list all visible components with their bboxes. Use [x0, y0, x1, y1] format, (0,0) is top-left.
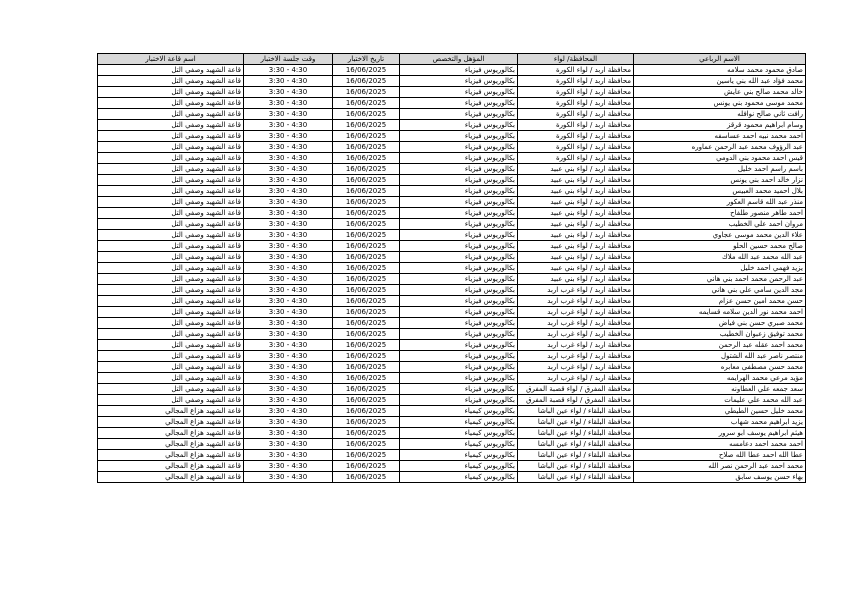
cell-name: محمد موسى محمود بني يونس — [634, 98, 806, 109]
cell-exam-hall: قاعة الشهيد هزاع المجالي — [98, 461, 244, 472]
cell-name: مؤيد مرعي محمد الهرايمه — [634, 373, 806, 384]
cell-governorate: محافظة البلقاء / لواء عين الباشا — [518, 439, 634, 450]
cell-exam-hall: قاعة الشهيد وصفي التل — [98, 384, 244, 395]
cell-session-time: 3:30 - 4:30 — [244, 439, 333, 450]
cell-qualification: بكالوريوس كيمياء — [400, 417, 518, 428]
cell-exam-date: 16/06/2025 — [333, 428, 400, 439]
cell-exam-date: 16/06/2025 — [333, 362, 400, 373]
header-governorate: المحافظة/ لواء — [518, 54, 634, 65]
cell-exam-date: 16/06/2025 — [333, 285, 400, 296]
cell-qualification: بكالوريوس فيزياء — [400, 87, 518, 98]
cell-exam-date: 16/06/2025 — [333, 230, 400, 241]
table-body — [98, 65, 806, 483]
table-row — [98, 274, 806, 285]
cell-qualification: بكالوريوس فيزياء — [400, 373, 518, 384]
cell-qualification: بكالوريوس فيزياء — [400, 296, 518, 307]
cell-exam-hall: قاعة الشهيد وصفي التل — [98, 329, 244, 340]
cell-exam-hall: قاعة الشهيد وصفي التل — [98, 263, 244, 274]
cell-exam-hall: قاعة الشهيد هزاع المجالي — [98, 439, 244, 450]
cell-exam-hall: قاعة الشهيد وصفي التل — [98, 318, 244, 329]
cell-session-time: 3:30 - 4:30 — [244, 186, 333, 197]
cell-name: محمد احمد عقله عبد الرحمن — [634, 340, 806, 351]
cell-exam-date: 16/06/2025 — [333, 252, 400, 263]
cell-exam-date: 16/06/2025 — [333, 208, 400, 219]
cell-exam-date: 16/06/2025 — [333, 439, 400, 450]
cell-exam-hall: قاعة الشهيد وصفي التل — [98, 142, 244, 153]
cell-exam-hall: قاعة الشهيد وصفي التل — [98, 120, 244, 131]
cell-qualification: بكالوريوس فيزياء — [400, 263, 518, 274]
cell-exam-hall: قاعة الشهيد وصفي التل — [98, 296, 244, 307]
cell-governorate: محافظة اربد / لواء الكورة — [518, 120, 634, 131]
cell-qualification: بكالوريوس فيزياء — [400, 340, 518, 351]
table-row — [98, 296, 806, 307]
table-row — [98, 120, 806, 131]
cell-session-time: 3:30 - 4:30 — [244, 406, 333, 417]
cell-governorate: محافظة اربد / لواء الكورة — [518, 131, 634, 142]
cell-qualification: بكالوريوس فيزياء — [400, 230, 518, 241]
cell-session-time: 3:30 - 4:30 — [244, 362, 333, 373]
cell-qualification: بكالوريوس كيمياء — [400, 472, 518, 483]
exam-schedule-table — [97, 53, 806, 483]
table-row — [98, 428, 806, 439]
table-row — [98, 417, 806, 428]
cell-exam-hall: قاعة الشهيد وصفي التل — [98, 373, 244, 384]
cell-name: بلال احميد محمد العبيس — [634, 186, 806, 197]
table-row — [98, 164, 806, 175]
table-row — [98, 197, 806, 208]
cell-name: محمد توفيق زعبوان الخطيب — [634, 329, 806, 340]
table-row — [98, 175, 806, 186]
cell-exam-hall: قاعة الشهيد هزاع المجالي — [98, 406, 244, 417]
cell-exam-hall: قاعة الشهيد وصفي التل — [98, 274, 244, 285]
cell-governorate: محافظة اربد / لواء بني عبيد — [518, 186, 634, 197]
cell-exam-date: 16/06/2025 — [333, 395, 400, 406]
cell-exam-date: 16/06/2025 — [333, 241, 400, 252]
cell-name: عطا الله احمد عطا الله صلاح — [634, 450, 806, 461]
cell-session-time: 3:30 - 4:30 — [244, 241, 333, 252]
table-row — [98, 406, 806, 417]
cell-governorate: محافظة اربد / لواء بني عبيد — [518, 230, 634, 241]
cell-governorate: محافظة اربد / لواء غرب اربد — [518, 307, 634, 318]
cell-session-time: 3:30 - 4:30 — [244, 131, 333, 142]
cell-session-time: 3:30 - 4:30 — [244, 450, 333, 461]
cell-governorate: محافظة اربد / لواء غرب اربد — [518, 340, 634, 351]
header-session-time: وقت جلسة الاختبار — [244, 54, 333, 65]
cell-name: احمد طاهر منصور طلفاح — [634, 208, 806, 219]
cell-name: وسام ابراهيم محمود قرقز — [634, 120, 806, 131]
cell-name: علاء الدين محمد موسى عجاوي — [634, 230, 806, 241]
table-row — [98, 65, 806, 76]
cell-name: محمد فؤاد عبد الله بني ياسين — [634, 76, 806, 87]
table-row — [98, 450, 806, 461]
cell-session-time: 3:30 - 4:30 — [244, 263, 333, 274]
cell-session-time: 3:30 - 4:30 — [244, 142, 333, 153]
cell-session-time: 3:30 - 4:30 — [244, 340, 333, 351]
cell-session-time: 3:30 - 4:30 — [244, 76, 333, 87]
cell-qualification: بكالوريوس فيزياء — [400, 241, 518, 252]
cell-exam-date: 16/06/2025 — [333, 142, 400, 153]
cell-governorate: محافظة اربد / لواء بني عبيد — [518, 208, 634, 219]
cell-qualification: بكالوريوس فيزياء — [400, 395, 518, 406]
cell-name: منذر عبد الله قاسم العكور — [634, 197, 806, 208]
table-row — [98, 230, 806, 241]
cell-exam-date: 16/06/2025 — [333, 76, 400, 87]
cell-qualification: بكالوريوس فيزياء — [400, 109, 518, 120]
cell-name: بهاء حسن يوسف سابق — [634, 472, 806, 483]
cell-governorate: محافظة اربد / لواء الكورة — [518, 98, 634, 109]
cell-session-time: 3:30 - 4:30 — [244, 109, 333, 120]
header-name: الاسم الرباعي — [634, 54, 806, 65]
table-row — [98, 472, 806, 483]
cell-name: حسن محمد امين حسن عزام — [634, 296, 806, 307]
cell-session-time: 3:30 - 4:30 — [244, 230, 333, 241]
cell-name: احمد محمد نور الدين سلامه قسايمه — [634, 307, 806, 318]
cell-qualification: بكالوريوس كيمياء — [400, 406, 518, 417]
cell-governorate: محافظة اربد / لواء بني عبيد — [518, 197, 634, 208]
cell-session-time: 3:30 - 4:30 — [244, 395, 333, 406]
cell-exam-date: 16/06/2025 — [333, 307, 400, 318]
table-row — [98, 87, 806, 98]
table-row — [98, 351, 806, 362]
cell-exam-date: 16/06/2025 — [333, 318, 400, 329]
table-row — [98, 340, 806, 351]
cell-exam-date: 16/06/2025 — [333, 186, 400, 197]
cell-exam-hall: قاعة الشهيد هزاع المجالي — [98, 428, 244, 439]
cell-qualification: بكالوريوس فيزياء — [400, 65, 518, 76]
cell-exam-date: 16/06/2025 — [333, 296, 400, 307]
cell-qualification: بكالوريوس فيزياء — [400, 142, 518, 153]
cell-exam-date: 16/06/2025 — [333, 274, 400, 285]
cell-exam-hall: قاعة الشهيد وصفي التل — [98, 241, 244, 252]
cell-exam-hall: قاعة الشهيد وصفي التل — [98, 208, 244, 219]
cell-session-time: 3:30 - 4:30 — [244, 65, 333, 76]
table-row — [98, 329, 806, 340]
cell-exam-hall: قاعة الشهيد هزاع المجالي — [98, 472, 244, 483]
cell-governorate: محافظة اربد / لواء بني عبيد — [518, 241, 634, 252]
cell-exam-date: 16/06/2025 — [333, 164, 400, 175]
cell-exam-hall: قاعة الشهيد وصفي التل — [98, 98, 244, 109]
table-row — [98, 98, 806, 109]
cell-session-time: 3:30 - 4:30 — [244, 373, 333, 384]
cell-exam-hall: قاعة الشهيد وصفي التل — [98, 395, 244, 406]
cell-exam-date: 16/06/2025 — [333, 351, 400, 362]
cell-qualification: بكالوريوس فيزياء — [400, 153, 518, 164]
cell-exam-date: 16/06/2025 — [333, 65, 400, 76]
cell-session-time: 3:30 - 4:30 — [244, 472, 333, 483]
table-row — [98, 241, 806, 252]
cell-exam-hall: قاعة الشهيد وصفي التل — [98, 186, 244, 197]
cell-qualification: بكالوريوس فيزياء — [400, 175, 518, 186]
table-row — [98, 252, 806, 263]
cell-qualification: بكالوريوس فيزياء — [400, 76, 518, 87]
exam-schedule-sheet — [97, 53, 806, 483]
cell-exam-hall: قاعة الشهيد وصفي التل — [98, 285, 244, 296]
cell-exam-hall: قاعة الشهيد وصفي التل — [98, 76, 244, 87]
cell-governorate: محافظة اربد / لواء بني عبيد — [518, 219, 634, 230]
cell-qualification: بكالوريوس فيزياء — [400, 274, 518, 285]
cell-name: محمد صبري حسن بني فياض — [634, 318, 806, 329]
cell-governorate: محافظة اربد / لواء غرب اربد — [518, 362, 634, 373]
cell-exam-date: 16/06/2025 — [333, 98, 400, 109]
cell-governorate: محافظة اربد / لواء بني عبيد — [518, 175, 634, 186]
cell-name: عبد الله محمد علي عليمات — [634, 395, 806, 406]
cell-qualification: بكالوريوس فيزياء — [400, 307, 518, 318]
table-row — [98, 208, 806, 219]
cell-name: هيثم ابراهيم يوسف ابو سرور — [634, 428, 806, 439]
cell-name: يزيد فهمي احمد خليل — [634, 263, 806, 274]
cell-governorate: محافظة البلقاء / لواء عين الباشا — [518, 417, 634, 428]
cell-qualification: بكالوريوس فيزياء — [400, 362, 518, 373]
cell-name: عبد الرحمن محمد احمد بني هاني — [634, 274, 806, 285]
cell-session-time: 3:30 - 4:30 — [244, 197, 333, 208]
cell-exam-date: 16/06/2025 — [333, 340, 400, 351]
cell-qualification: بكالوريوس فيزياء — [400, 351, 518, 362]
cell-exam-date: 16/06/2025 — [333, 219, 400, 230]
cell-exam-hall: قاعة الشهيد وصفي التل — [98, 230, 244, 241]
cell-session-time: 3:30 - 4:30 — [244, 153, 333, 164]
cell-qualification: بكالوريوس فيزياء — [400, 208, 518, 219]
cell-session-time: 3:30 - 4:30 — [244, 252, 333, 263]
cell-session-time: 3:30 - 4:30 — [244, 87, 333, 98]
cell-exam-hall: قاعة الشهيد وصفي التل — [98, 109, 244, 120]
cell-governorate: محافظة اربد / لواء بني عبيد — [518, 252, 634, 263]
cell-exam-date: 16/06/2025 — [333, 263, 400, 274]
cell-governorate: محافظة البلقاء / لواء عين الباشا — [518, 450, 634, 461]
cell-name: منتصر ناصر عبد الله الشتول — [634, 351, 806, 362]
cell-governorate: محافظة المفرق / لواء قصبة المفرق — [518, 395, 634, 406]
cell-qualification: بكالوريوس فيزياء — [400, 98, 518, 109]
cell-exam-hall: قاعة الشهيد وصفي التل — [98, 252, 244, 263]
cell-name: مروان احمد علي الخطيب — [634, 219, 806, 230]
cell-qualification: بكالوريوس فيزياء — [400, 329, 518, 340]
cell-session-time: 3:30 - 4:30 — [244, 285, 333, 296]
table-row — [98, 384, 806, 395]
cell-session-time: 3:30 - 4:30 — [244, 351, 333, 362]
cell-governorate: محافظة اربد / لواء الكورة — [518, 109, 634, 120]
cell-qualification: بكالوريوس كيمياء — [400, 461, 518, 472]
cell-qualification: بكالوريوس فيزياء — [400, 318, 518, 329]
cell-name: نزار خالد احمد بني يونس — [634, 175, 806, 186]
cell-session-time: 3:30 - 4:30 — [244, 219, 333, 230]
cell-governorate: محافظة البلقاء / لواء عين الباشا — [518, 461, 634, 472]
cell-exam-hall: قاعة الشهيد وصفي التل — [98, 362, 244, 373]
table-row — [98, 362, 806, 373]
table-row — [98, 219, 806, 230]
cell-governorate: محافظة اربد / لواء غرب اربد — [518, 296, 634, 307]
header-exam-hall: اسم قاعة الاختبار — [98, 54, 244, 65]
table-row — [98, 109, 806, 120]
header-qualification: المؤهل والتخصص — [400, 54, 518, 65]
cell-exam-hall: قاعة الشهيد وصفي التل — [98, 219, 244, 230]
table-row — [98, 186, 806, 197]
cell-exam-hall: قاعة الشهيد وصفي التل — [98, 131, 244, 142]
table-row — [98, 373, 806, 384]
cell-name: قيس احمد محمود بني الدومي — [634, 153, 806, 164]
cell-qualification: بكالوريوس كيمياء — [400, 439, 518, 450]
table-row — [98, 76, 806, 87]
cell-governorate: محافظة اربد / لواء الكورة — [518, 142, 634, 153]
cell-exam-hall: قاعة الشهيد وصفي التل — [98, 197, 244, 208]
cell-session-time: 3:30 - 4:30 — [244, 384, 333, 395]
cell-session-time: 3:30 - 4:30 — [244, 274, 333, 285]
cell-name: احمد محمد نبيه احمد عساسفه — [634, 131, 806, 142]
cell-name: مجد الدين سامي علي بني هاني — [634, 285, 806, 296]
cell-qualification: بكالوريوس فيزياء — [400, 120, 518, 131]
cell-governorate: محافظة اربد / لواء غرب اربد — [518, 373, 634, 384]
cell-exam-hall: قاعة الشهيد هزاع المجالي — [98, 450, 244, 461]
cell-exam-date: 16/06/2025 — [333, 461, 400, 472]
cell-governorate: محافظة اربد / لواء بني عبيد — [518, 274, 634, 285]
cell-exam-date: 16/06/2025 — [333, 450, 400, 461]
cell-exam-date: 16/06/2025 — [333, 175, 400, 186]
table-row — [98, 153, 806, 164]
cell-governorate: محافظة البلقاء / لواء عين الباشا — [518, 472, 634, 483]
table-row — [98, 439, 806, 450]
cell-name: محمد حسن مصطفى معابره — [634, 362, 806, 373]
cell-name: محمد احمد عبد الرحمن نصر الله — [634, 461, 806, 472]
cell-exam-hall: قاعة الشهيد وصفي التل — [98, 351, 244, 362]
table-row — [98, 263, 806, 274]
cell-qualification: بكالوريوس كيمياء — [400, 450, 518, 461]
cell-governorate: محافظة اربد / لواء الكورة — [518, 153, 634, 164]
cell-session-time: 3:30 - 4:30 — [244, 417, 333, 428]
cell-governorate: محافظة اربد / لواء غرب اربد — [518, 351, 634, 362]
cell-session-time: 3:30 - 4:30 — [244, 296, 333, 307]
cell-qualification: بكالوريوس فيزياء — [400, 285, 518, 296]
cell-session-time: 3:30 - 4:30 — [244, 208, 333, 219]
cell-exam-hall: قاعة الشهيد وصفي التل — [98, 164, 244, 175]
cell-exam-date: 16/06/2025 — [333, 417, 400, 428]
cell-qualification: بكالوريوس فيزياء — [400, 186, 518, 197]
header-exam-date: تاريخ الاختبار — [333, 54, 400, 65]
cell-session-time: 3:30 - 4:30 — [244, 461, 333, 472]
table-row — [98, 131, 806, 142]
cell-governorate: محافظة البلقاء / لواء عين الباشا — [518, 406, 634, 417]
table-row — [98, 307, 806, 318]
table-row — [98, 142, 806, 153]
cell-exam-date: 16/06/2025 — [333, 373, 400, 384]
cell-qualification: بكالوريوس كيمياء — [400, 428, 518, 439]
cell-governorate: محافظة اربد / لواء غرب اربد — [518, 285, 634, 296]
cell-exam-date: 16/06/2025 — [333, 329, 400, 340]
cell-exam-hall: قاعة الشهيد هزاع المجالي — [98, 417, 244, 428]
table-row — [98, 318, 806, 329]
cell-exam-hall: قاعة الشهيد وصفي التل — [98, 153, 244, 164]
cell-session-time: 3:30 - 4:30 — [244, 164, 333, 175]
cell-governorate: محافظة اربد / لواء غرب اربد — [518, 318, 634, 329]
cell-exam-hall: قاعة الشهيد وصفي التل — [98, 175, 244, 186]
cell-name: عبد الرؤوف محمد عبد الرحمن عماوره — [634, 142, 806, 153]
cell-governorate: محافظة اربد / لواء بني عبيد — [518, 164, 634, 175]
cell-governorate: محافظة المفرق / لواء قصبة المفرق — [518, 384, 634, 395]
cell-governorate: محافظة اربد / لواء غرب اربد — [518, 329, 634, 340]
cell-session-time: 3:30 - 4:30 — [244, 175, 333, 186]
cell-qualification: بكالوريوس فيزياء — [400, 131, 518, 142]
cell-qualification: بكالوريوس فيزياء — [400, 197, 518, 208]
cell-session-time: 3:30 - 4:30 — [244, 318, 333, 329]
cell-qualification: بكالوريوس فيزياء — [400, 384, 518, 395]
cell-exam-hall: قاعة الشهيد وصفي التل — [98, 65, 244, 76]
cell-exam-date: 16/06/2025 — [333, 197, 400, 208]
cell-governorate: محافظة اربد / لواء الكورة — [518, 87, 634, 98]
cell-qualification: بكالوريوس فيزياء — [400, 219, 518, 230]
cell-exam-date: 16/06/2025 — [333, 109, 400, 120]
cell-session-time: 3:30 - 4:30 — [244, 120, 333, 131]
cell-name: سعد جمعه علي العطاونه — [634, 384, 806, 395]
cell-session-time: 3:30 - 4:30 — [244, 428, 333, 439]
cell-governorate: محافظة اربد / لواء الكورة — [518, 76, 634, 87]
cell-name: احمد محمد احمد دعامسه — [634, 439, 806, 450]
cell-name: خالد محمد صالح بني عايش — [634, 87, 806, 98]
cell-exam-date: 16/06/2025 — [333, 131, 400, 142]
cell-exam-hall: قاعة الشهيد وصفي التل — [98, 87, 244, 98]
cell-name: رافت ثاني صالح نوافله — [634, 109, 806, 120]
cell-name: باسم راسم احمد خليل — [634, 164, 806, 175]
table-row — [98, 285, 806, 296]
cell-session-time: 3:30 - 4:30 — [244, 98, 333, 109]
cell-name: عبد الله محمد عبد الله ملاك — [634, 252, 806, 263]
header-row — [98, 54, 806, 65]
cell-governorate: محافظة اربد / لواء الكورة — [518, 65, 634, 76]
cell-name: صادق محمود محمد سلامه — [634, 65, 806, 76]
table-row — [98, 395, 806, 406]
cell-governorate: محافظة البلقاء / لواء عين الباشا — [518, 428, 634, 439]
cell-name: يزيد ابراهيم محمد شهاب — [634, 417, 806, 428]
cell-name: صالح محمد حسين الحلو — [634, 241, 806, 252]
cell-name: محمد خليل حسين الطيطي — [634, 406, 806, 417]
cell-session-time: 3:30 - 4:30 — [244, 307, 333, 318]
cell-session-time: 3:30 - 4:30 — [244, 329, 333, 340]
cell-governorate: محافظة اربد / لواء بني عبيد — [518, 263, 634, 274]
table-row — [98, 461, 806, 472]
cell-exam-date: 16/06/2025 — [333, 87, 400, 98]
cell-exam-date: 16/06/2025 — [333, 384, 400, 395]
cell-exam-date: 16/06/2025 — [333, 472, 400, 483]
cell-exam-date: 16/06/2025 — [333, 406, 400, 417]
cell-exam-hall: قاعة الشهيد وصفي التل — [98, 340, 244, 351]
cell-exam-date: 16/06/2025 — [333, 153, 400, 164]
cell-exam-hall: قاعة الشهيد وصفي التل — [98, 307, 244, 318]
cell-exam-date: 16/06/2025 — [333, 120, 400, 131]
cell-qualification: بكالوريوس فيزياء — [400, 252, 518, 263]
cell-qualification: بكالوريوس فيزياء — [400, 164, 518, 175]
